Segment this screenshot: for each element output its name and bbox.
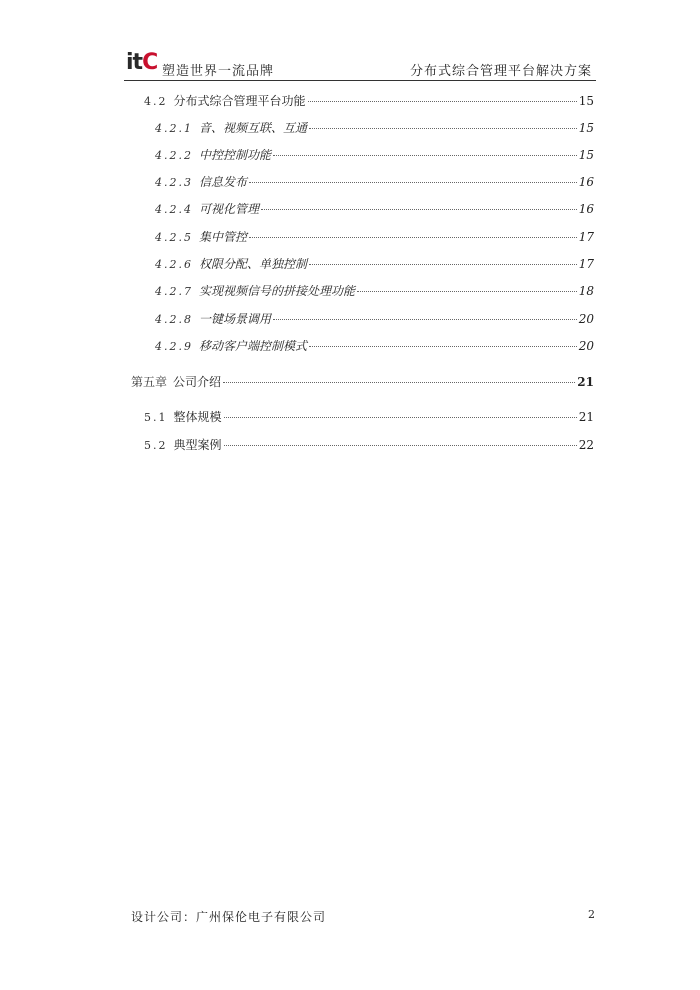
toc-entry-number: 4.2.1 <box>155 122 193 135</box>
toc-entry-number: 4.2.7 <box>155 285 193 298</box>
toc-entry-page: 21 <box>577 375 594 389</box>
toc-entry-page: 21 <box>578 410 594 424</box>
toc-entry-title: 分布式综合管理平台功能 <box>173 94 306 108</box>
footer-company: 设计公司：广州保伦电子有限公司 <box>131 910 327 924</box>
toc-entry[interactable] <box>155 119 594 137</box>
footer-page-number: 2 <box>588 908 595 921</box>
toc-entry[interactable] <box>155 200 594 218</box>
toc-entry[interactable] <box>144 436 594 454</box>
toc-leader-dots <box>273 155 577 156</box>
toc-entry-title: 一键场景调用 <box>199 312 272 326</box>
toc-entry-title: 可视化管理 <box>199 202 260 216</box>
toc-leader-dots <box>249 237 577 238</box>
toc-entry-number: 4.2.9 <box>155 340 193 353</box>
toc-entry-number: 4.2.6 <box>155 258 193 271</box>
logo-text-it: it <box>126 50 143 75</box>
toc-entry-title: 移动客户端控制模式 <box>199 339 308 353</box>
toc-entry-title: 中控控制功能 <box>199 148 272 162</box>
toc-entry-title: 实现视频信号的拼接处理功能 <box>199 284 356 298</box>
toc-entry-page: 15 <box>578 148 594 162</box>
toc-entry-title: 信息发布 <box>199 175 248 189</box>
toc-entry-number: 4.2.3 <box>155 176 193 189</box>
toc-leader-dots <box>308 101 577 102</box>
toc-entry[interactable] <box>155 282 594 300</box>
toc-entry[interactable] <box>155 173 594 191</box>
toc-entry-page: 16 <box>578 175 594 189</box>
toc-leader-dots <box>309 128 577 129</box>
toc-entry[interactable] <box>144 92 594 110</box>
toc-entry[interactable] <box>155 337 594 355</box>
toc-entry-page: 17 <box>578 257 594 271</box>
itc-logo <box>126 50 157 75</box>
toc-entry-page: 15 <box>578 121 594 135</box>
toc-entry[interactable] <box>155 146 594 164</box>
toc-leader-dots <box>309 346 577 347</box>
toc-entry-number: 4.2.2 <box>155 149 193 162</box>
toc-entry-page: 16 <box>578 202 594 216</box>
toc-leader-dots <box>224 445 577 446</box>
toc-entry[interactable] <box>144 408 594 426</box>
toc-leader-dots <box>357 291 577 292</box>
toc-entry-number: 4.2.8 <box>155 313 193 326</box>
toc-leader-dots <box>224 417 577 418</box>
toc-entry-title: 权限分配、单独控制 <box>199 257 308 271</box>
page-header <box>124 48 596 81</box>
toc-entry-page: 22 <box>578 438 594 452</box>
toc-entry[interactable] <box>155 228 594 246</box>
toc-entry-title: 集中管控 <box>199 230 248 244</box>
toc-leader-dots <box>223 382 575 383</box>
toc-leader-dots <box>309 264 577 265</box>
toc-entry[interactable] <box>155 310 594 328</box>
toc-entry-title: 典型案例 <box>173 438 222 452</box>
toc-entry-page: 18 <box>578 284 594 298</box>
document-title: 分布式综合管理平台解决方案 <box>409 64 592 79</box>
company-slogan: 塑造世界一流品牌 <box>162 64 275 79</box>
toc-leader-dots <box>261 209 577 210</box>
toc-leader-dots <box>249 182 577 183</box>
toc-entry-page: 15 <box>578 94 594 108</box>
toc-entry-page: 17 <box>578 230 594 244</box>
toc-leader-dots <box>273 319 577 320</box>
toc-chapter-entry[interactable] <box>131 373 594 391</box>
toc-entry-number: 第五章 <box>131 375 168 389</box>
toc-entry-number: 4.2 <box>144 95 168 108</box>
toc-entry-number: 4.2.5 <box>155 231 193 244</box>
toc-entry-number: 5.2 <box>144 439 168 452</box>
toc-entry-title: 整体规模 <box>173 410 222 424</box>
logo-text-c: C <box>142 50 158 75</box>
toc-entry[interactable] <box>155 255 594 273</box>
toc-entry-title: 音、视频互联、互通 <box>199 121 308 135</box>
toc-entry-page: 20 <box>578 339 594 353</box>
toc-entry-page: 20 <box>578 312 594 326</box>
toc-entry-number: 4.2.4 <box>155 203 193 216</box>
toc-entry-number: 5.1 <box>144 411 168 424</box>
toc-entry-title: 公司介绍 <box>173 375 222 389</box>
